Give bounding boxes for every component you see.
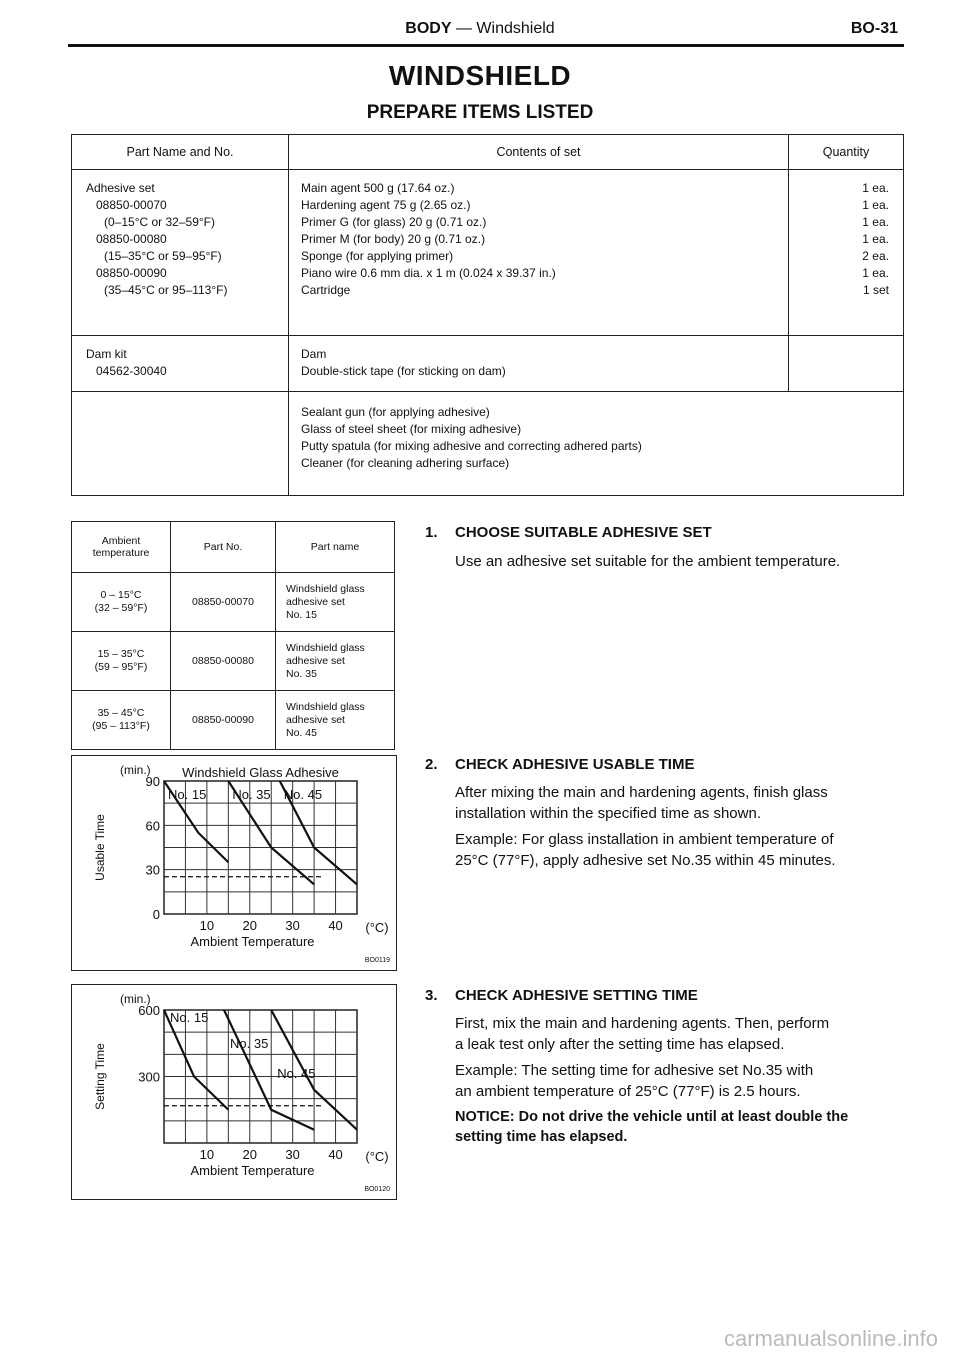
x-axis-label: Ambient Temperature (190, 1163, 315, 1178)
part-name-line: No. 15 (286, 608, 317, 621)
table-row (72, 691, 395, 750)
temp-c: 0 – 15°C (100, 589, 142, 601)
x-tick-label: 20 (242, 918, 258, 933)
quantity: 1 ea. (862, 232, 889, 246)
step-heading: CHECK ADHESIVE USABLE TIME (455, 756, 695, 773)
part-number: 04562-30040 (96, 364, 167, 378)
step-heading: CHOOSE SUITABLE ADHESIVE SET (455, 524, 712, 541)
content-item: Glass of steel sheet (for mixing adhesive) (301, 422, 522, 436)
usable-time-chart (71, 755, 397, 971)
table-row (72, 573, 395, 632)
figure-code: BO0119 (364, 957, 390, 964)
x-tick-label: 30 (285, 918, 300, 933)
part-no: 08850-00090 (171, 691, 276, 750)
step-number: 1. (425, 524, 438, 541)
x-axis-label: Ambient Temperature (190, 934, 315, 949)
content-item: Hardening agent 75 g (2.65 oz.) (301, 198, 471, 212)
col-header: Contents of set (289, 135, 789, 170)
x-tick-label: 30 (285, 1147, 300, 1162)
prepare-items-table (71, 134, 904, 496)
quantity: 1 ea. (862, 266, 889, 280)
quantity: 2 ea. (862, 249, 889, 263)
step-example: Example: For glass installation in ambient temperature of (455, 831, 834, 848)
content-item: Putty spatula (for mixing adhesive and correcting adhered parts) (301, 439, 642, 453)
x-tick-label: 20 (242, 1147, 258, 1162)
col-header: Ambient temperature (72, 522, 171, 573)
setting-time-chart-svg (72, 985, 396, 1199)
content-item: Cleaner (for cleaning adhering surface) (301, 456, 510, 470)
content-item: Cartridge (301, 283, 351, 297)
content-item: Primer M (for body) 20 g (0.71 oz.) (301, 232, 486, 246)
y-unit-label: (min.) (120, 992, 151, 1006)
adhesive-set-table (71, 521, 395, 750)
part-number: 08850-00090 (96, 266, 167, 280)
part-name-line: Windshield glass (286, 641, 365, 654)
quantity: 1 ea. (862, 198, 889, 212)
content-item: Sealant gun (for applying adhesive) (301, 405, 490, 419)
step-number: 3. (425, 987, 438, 1004)
step-text: a leak test only after the setting time has elapsed. (455, 1036, 785, 1053)
part-name-line: Windshield glass (286, 582, 365, 595)
part-name-line: Windshield glass (286, 700, 365, 713)
step-example: 25°C (77°F), apply adhesive set No.35 within 45 minutes. (455, 852, 836, 869)
chart-title: Windshield Glass Adhesive (182, 765, 339, 780)
quantity: 1 ea. (862, 181, 889, 195)
table-row (72, 392, 904, 496)
table-row (72, 170, 904, 336)
x-unit-label: (°C) (365, 1149, 389, 1164)
header-subsection: — Windshield (451, 20, 555, 37)
y-axis-label: Usable Time (93, 814, 107, 881)
content-item: Sponge (for applying primer) (301, 249, 454, 263)
page-code: BO-31 (850, 20, 898, 37)
series-label: No. 15 (170, 1010, 209, 1025)
content-item: Dam (301, 347, 327, 361)
part-name: Adhesive set (86, 181, 155, 195)
y-tick-label: 60 (145, 818, 160, 834)
y-tick-label: 300 (138, 1069, 160, 1085)
y-unit-label: (min.) (120, 763, 151, 777)
notice-text: NOTICE: Do not drive the vehicle until at least double the (455, 1109, 849, 1125)
part-name-line: No. 35 (286, 667, 317, 680)
table-header-row (72, 135, 904, 170)
part-temp: (0–15°C or 32–59°F) (104, 215, 215, 229)
table-row (72, 632, 395, 691)
y-tick-label: 600 (138, 1003, 160, 1018)
part-name-line: adhesive set (286, 595, 345, 608)
part-no: 08850-00070 (171, 573, 276, 632)
quantity: 1 set (862, 283, 889, 297)
x-tick-label: 40 (328, 1147, 343, 1162)
content-item: Primer G (for glass) 20 g (0.71 oz.) (301, 215, 487, 229)
x-tick-label: 40 (328, 918, 343, 933)
temp-f: (95 – 113°F) (92, 720, 150, 732)
part-name-line: adhesive set (286, 654, 345, 667)
col-header: Part name (276, 522, 395, 573)
y-axis-label: Setting Time (93, 1043, 107, 1110)
part-temp: (35–45°C or 95–113°F) (104, 283, 228, 297)
step-example: an ambient temperature of 25°C (77°F) is 2.5 hours. (455, 1083, 801, 1100)
figure-code: BO0120 (364, 1186, 390, 1193)
step-example: Example: The setting time for adhesive set No.35 with (455, 1062, 814, 1079)
part-number: 08850-00080 (96, 232, 167, 246)
y-tick-label: 30 (145, 862, 160, 878)
content-item: Main agent 500 g (17.64 oz.) (301, 181, 455, 195)
step-text: Use an adhesive set suitable for the ambient temperature. (455, 553, 841, 570)
step-text: First, mix the main and hardening agents. Then, perform (455, 1015, 830, 1032)
usable-time-chart-svg (72, 756, 396, 970)
part-name: Dam kit (86, 347, 127, 361)
series-label: No. 15 (168, 787, 207, 802)
x-unit-label: (°C) (365, 920, 389, 935)
part-no: 08850-00080 (171, 632, 276, 691)
series-label: No. 35 (230, 1036, 269, 1051)
step-text: installation within the specified time as shown. (455, 805, 761, 822)
y-tick-label: 0 (152, 907, 160, 922)
step-number: 2. (425, 756, 438, 773)
temp-f: (32 – 59°F) (94, 602, 148, 614)
x-tick-label: 10 (199, 1147, 215, 1162)
x-tick-label: 10 (199, 918, 215, 933)
step-text: After mixing the main and hardening agents, finish glass (455, 784, 828, 801)
table-header-row (72, 522, 395, 573)
page-header (0, 20, 960, 38)
y-tick-label: 90 (145, 774, 160, 789)
header-rule (68, 44, 904, 47)
table-row (72, 336, 904, 392)
series-label: No. 35 (232, 787, 271, 802)
temp-c: 35 – 45°C (97, 707, 145, 719)
header-section: BODY (405, 20, 452, 37)
part-name-line: No. 45 (286, 726, 317, 739)
temp-c: 15 – 35°C (97, 648, 145, 660)
content-item: Piano wire 0.6 mm dia. x 1 m (0.024 x 39.37 in.) (301, 266, 556, 280)
part-name-line: adhesive set (286, 713, 345, 726)
setting-time-chart (71, 984, 397, 1200)
series-label: No. 45 (277, 1066, 316, 1081)
temp-f: (59 – 95°F) (94, 661, 148, 673)
notice-text: setting time has elapsed. (455, 1129, 628, 1145)
series-label: No. 45 (283, 787, 323, 802)
page-subtitle: PREPARE ITEMS LISTED (366, 102, 594, 123)
quantity: 1 ea. (862, 215, 889, 229)
step-heading: CHECK ADHESIVE SETTING TIME (455, 987, 698, 1004)
page-title: WINDSHIELD (388, 60, 572, 91)
col-header: Part Name and No. (72, 135, 289, 170)
col-header: Quantity (789, 135, 904, 170)
col-header: Part No. (171, 522, 276, 573)
part-temp: (15–35°C or 59–95°F) (104, 249, 222, 263)
content-item: Double-stick tape (for sticking on dam) (301, 364, 506, 378)
part-number: 08850-00070 (96, 198, 167, 212)
watermark-text: carmanualsonline.info (723, 1326, 938, 1351)
